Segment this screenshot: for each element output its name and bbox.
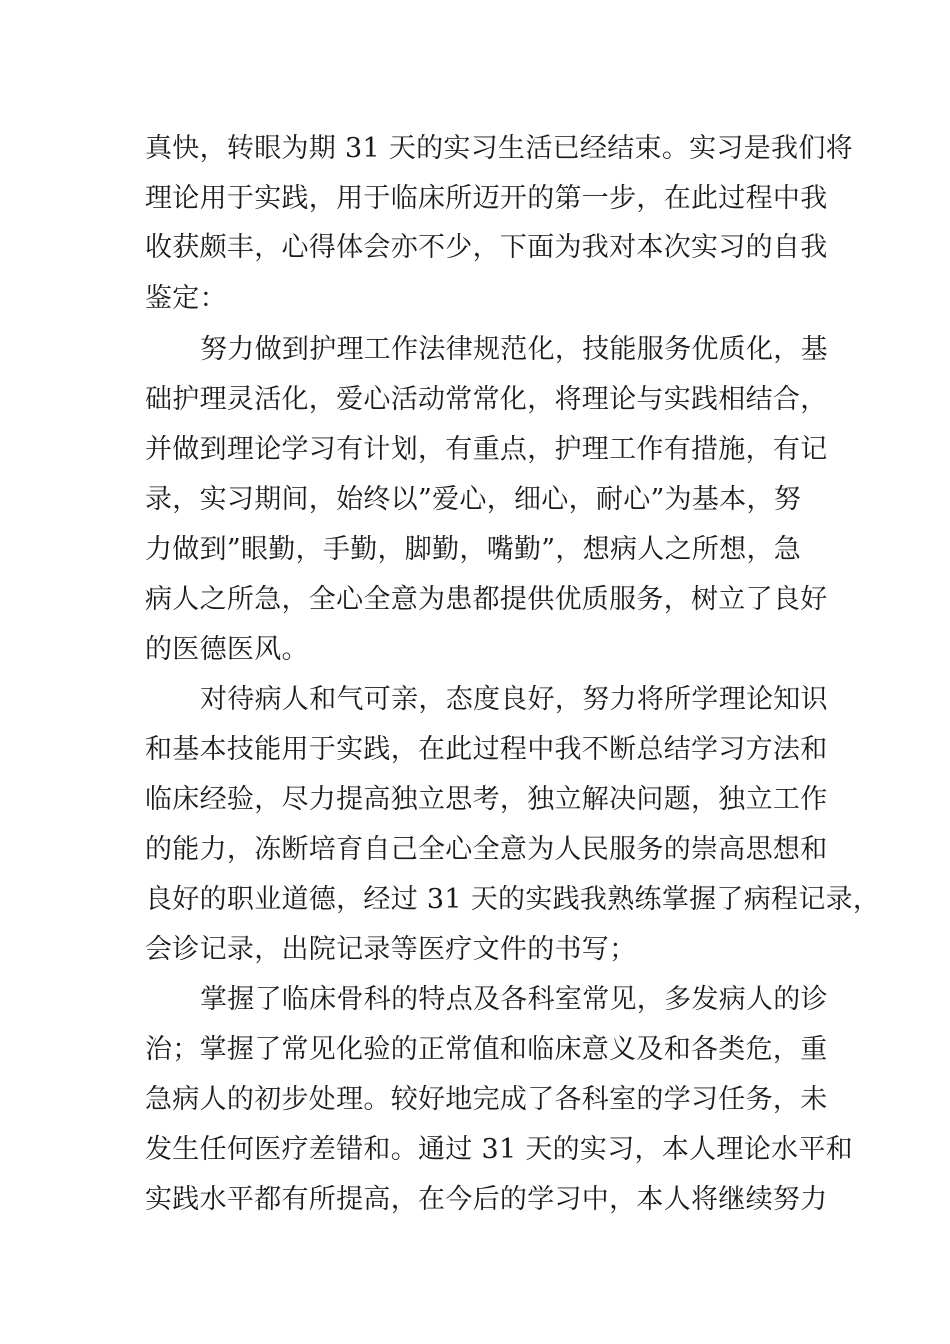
- text-line: 理论用于实践，用于临床所迈开的第一步，在此过程中我: [145, 183, 828, 214]
- text-line: 真快，转眼为期 31 天的实习生活已经结束。实习是我们将: [145, 133, 853, 164]
- text-line: 鉴定：: [145, 283, 227, 314]
- text-line: 实践水平都有所提高，在今后的学习中，本人将继续努力: [145, 1184, 828, 1215]
- text-line: 收获颇丰，心得体会亦不少，下面为我对本次实习的自我: [145, 232, 828, 263]
- text-line: 治；掌握了常见化验的正常值和临床意义及和各类危，重: [145, 1034, 828, 1065]
- paragraph-first-line: 努力做到护理工作法律规范化，技能服务优质化，基: [200, 334, 828, 365]
- text-line: 良好的职业道德，经过 31 天的实践我熟练掌握了病程记录，: [145, 884, 881, 915]
- text-line: 和基本技能用于实践，在此过程中我不断总结学习方法和: [145, 734, 828, 765]
- paragraph-first-line: 对待病人和气可亲，态度良好，努力将所学理论知识: [200, 684, 828, 715]
- text-line: 发生任何医疗差错和。通过 31 天的实习，本人理论水平和: [145, 1134, 853, 1165]
- text-line: 力做到”眼勤，手勤，脚勤，嘴勤”，想病人之所想，急: [145, 534, 802, 565]
- text-line: 会诊记录，出院记录等医疗文件的书写；: [145, 934, 637, 965]
- text-line: 的能力，冻断培育自己全心全意为人民服务的崇高思想和: [145, 834, 828, 865]
- text-line: 录，实习期间，始终以”爱心，细心，耐心”为基本，努: [145, 484, 802, 515]
- paragraph-first-line: 掌握了临床骨科的特点及各科室常见，多发病人的诊: [200, 984, 828, 1015]
- text-line: 病人之所急，全心全意为患都提供优质服务，树立了良好: [145, 584, 828, 615]
- text-line: 础护理灵活化，爱心活动常常化，将理论与实践相结合，: [145, 384, 828, 415]
- text-line: 临床经验，尽力提高独立思考，独立解决问题，独立工作: [145, 784, 828, 815]
- text-line: 急病人的初步处理。较好地完成了各科室的学习任务，未: [145, 1084, 828, 1115]
- text-line: 的医德医风。: [145, 634, 309, 665]
- text-line: 并做到理论学习有计划，有重点，护理工作有措施，有记: [145, 434, 828, 465]
